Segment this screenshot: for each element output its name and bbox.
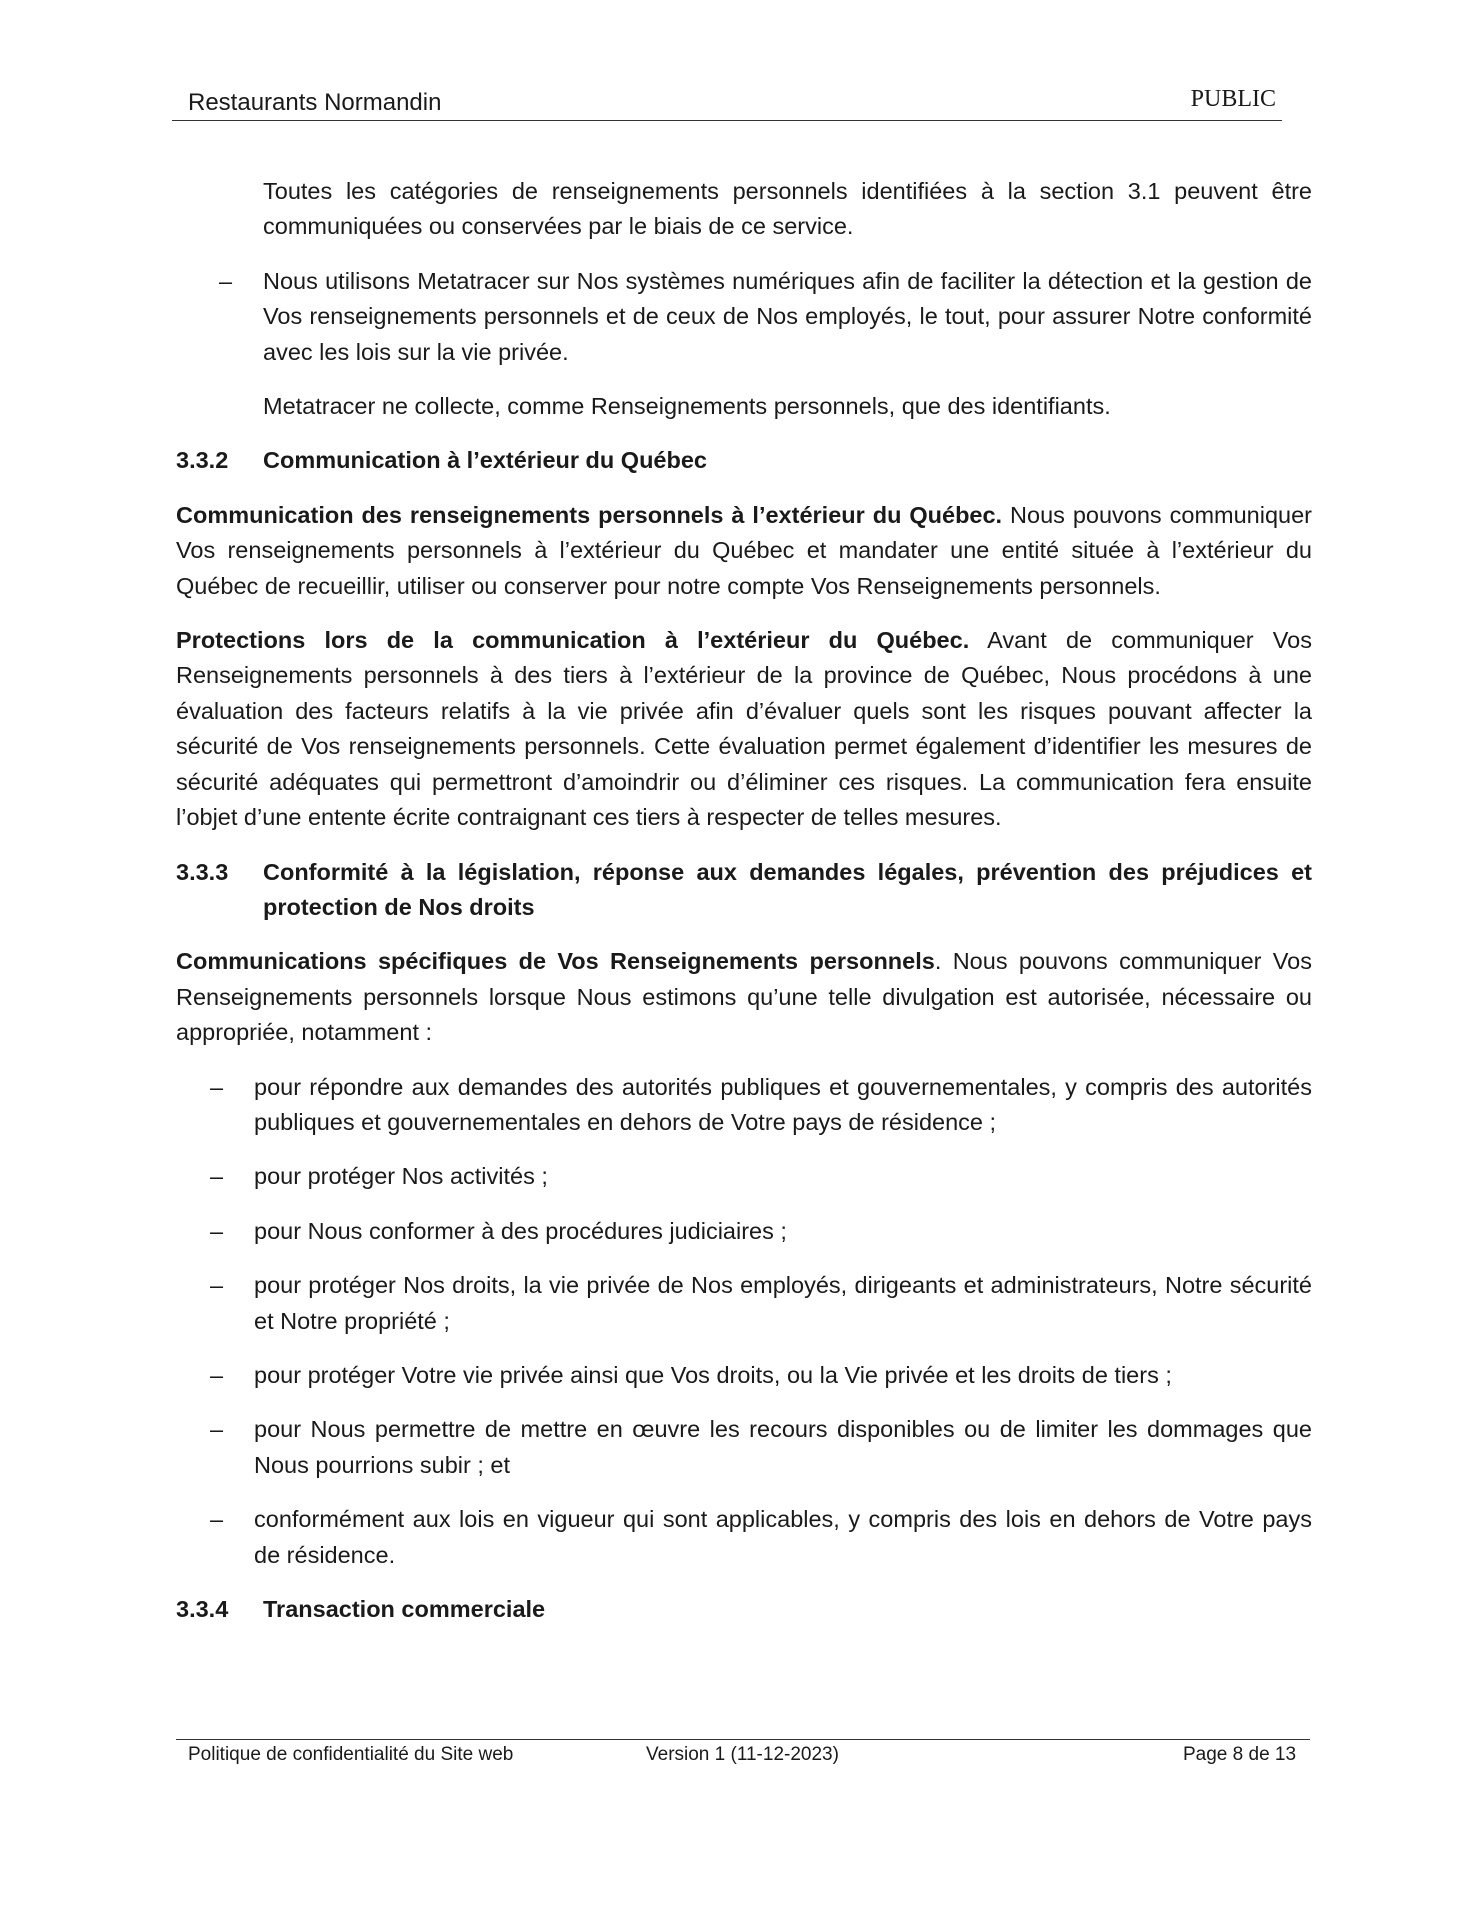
list-item-text: pour protéger Nos activités ;: [254, 1163, 548, 1190]
dash-bullet: –: [210, 1416, 224, 1443]
section-title: Communication à l’extérieur du Québec: [263, 447, 707, 474]
paragraph-protections-outside-quebec: [176, 623, 1312, 835]
paragraph-lead: Protections lors de la communication à l’extérieur du Québec.: [176, 627, 970, 654]
list-item: [176, 1502, 1312, 1573]
document-body: [176, 174, 1312, 1627]
paragraph-text: Nous pouvons communiquer Vos renseignements personnels à l’extérieur du Québec et mandater une entité située à l’extérieur du Québec de recueillir, utiliser ou conserver pour notre compte Vos Renseignements personnels.: [176, 501, 1312, 599]
paragraph-text: Avant de communiquer Vos Renseignements personnels à des tiers à l’extérieur de la province de Québec, Nous procédons à une évaluation des facteurs relatifs à la vie privée afin d’évaluer quels sont les risques pouvant affecter la sécurité de Vos renseignements personnels. Cette évaluation permet également d’identifier les mesures de sécurité adéquates qui permettront d’amoindrir ou d’éliminer ces risques. La communication fera ensuite l’objet d’une entente écrite contraignant ces tiers à respecter de telles mesures.: [176, 627, 1312, 831]
bullet-text: Nous utilisons Metatracer sur Nos systèmes numériques afin de faciliter la détection et la gestion de Vos renseignements personnels et de ceux de Nos employés, le tout, pour assurer Notre conformité avec les lois sur la vie privée.: [263, 267, 1312, 365]
list-item-text: pour Nous permettre de mettre en œuvre les recours disponibles ou de limiter les dommages que Nous pourrions subir ; et: [254, 1416, 1312, 1478]
paragraph-lead: Communications spécifiques de Vos Renseignements personnels: [176, 948, 935, 975]
paragraph-metatracer-note: Metatracer ne collecte, comme Renseignements personnels, que des identifiants.: [263, 393, 1111, 420]
dash-bullet: –: [210, 1073, 224, 1100]
dash-bullet: –: [210, 1506, 224, 1533]
section-heading-3-3-4: [176, 1592, 1312, 1627]
list-item-text: pour répondre aux demandes des autorités publiques et gouvernementales, y compris des autorités publiques et gouvernementales en dehors de Votre pays de résidence ;: [254, 1073, 1312, 1135]
footer-document-title: Politique de confidentialité du Site web: [188, 1744, 514, 1765]
list-item: [176, 1268, 1312, 1339]
paragraph-communication-outside-quebec: [176, 498, 1312, 604]
section-title: Conformité à la législation, réponse aux demandes légales, prévention des préjudices et protection de Nos droits: [263, 858, 1312, 920]
section-number: 3.3.2: [176, 447, 229, 474]
header-divider: [172, 120, 1282, 121]
header-company-name: Restaurants Normandin: [188, 89, 442, 116]
list-item: [176, 1159, 1312, 1194]
paragraph-service-communication: Toutes les catégories de renseignements personnels identifiées à la section 3.1 peuvent être communiquées ou conservées par le biais de ce service.: [263, 178, 1312, 240]
header-classification: PUBLIC: [1190, 86, 1276, 112]
list-item-text: pour Nous conformer à des procédures judiciaires ;: [254, 1217, 787, 1244]
list-item: [176, 1358, 1312, 1393]
section-title: Transaction commerciale: [263, 1596, 546, 1622]
list-item-text: conformément aux lois en vigueur qui sont applicables, y compris des lois en dehors de Votre pays de résidence.: [254, 1506, 1312, 1568]
dash-bullet: –: [210, 1217, 224, 1244]
section-number: 3.3.3: [176, 858, 229, 885]
section-number: 3.3.4: [176, 1596, 229, 1622]
list-item-text: pour protéger Votre vie privée ainsi que Vos droits, ou la Vie privée et les droits de tiers ;: [254, 1361, 1172, 1388]
list-item-text: pour protéger Nos droits, la vie privée de Nos employés, dirigeants et administrateurs, Notre sécurité et Notre propriété ;: [254, 1272, 1312, 1334]
dash-bullet: –: [210, 1361, 224, 1388]
list-item: [176, 1214, 1312, 1249]
section-heading-3-3-3: [176, 855, 1312, 926]
paragraph-specific-communications: [176, 944, 1312, 1050]
bullet-item-metatracer: [176, 264, 1312, 370]
footer-divider: [176, 1739, 1310, 1740]
list-item: [176, 1070, 1312, 1141]
paragraph-lead: Communication des renseignements personnels à l’extérieur du Québec.: [176, 501, 1003, 528]
list-item: [176, 1412, 1312, 1483]
dash-bullet: –: [210, 1272, 224, 1299]
footer-page-number: Page 8 de 13: [1183, 1744, 1297, 1765]
dash-bullet: –: [210, 1163, 224, 1190]
footer-version: Version 1 (11-12-2023): [646, 1744, 839, 1765]
paragraph-text: . Nous pouvons communiquer Vos Renseignements personnels lorsque Nous estimons qu’une telle divulgation est autorisée, nécessaire ou appropriée, notamment :: [176, 948, 1313, 1046]
dash-bullet: –: [219, 267, 233, 294]
section-heading-3-3-2: [176, 443, 1312, 478]
